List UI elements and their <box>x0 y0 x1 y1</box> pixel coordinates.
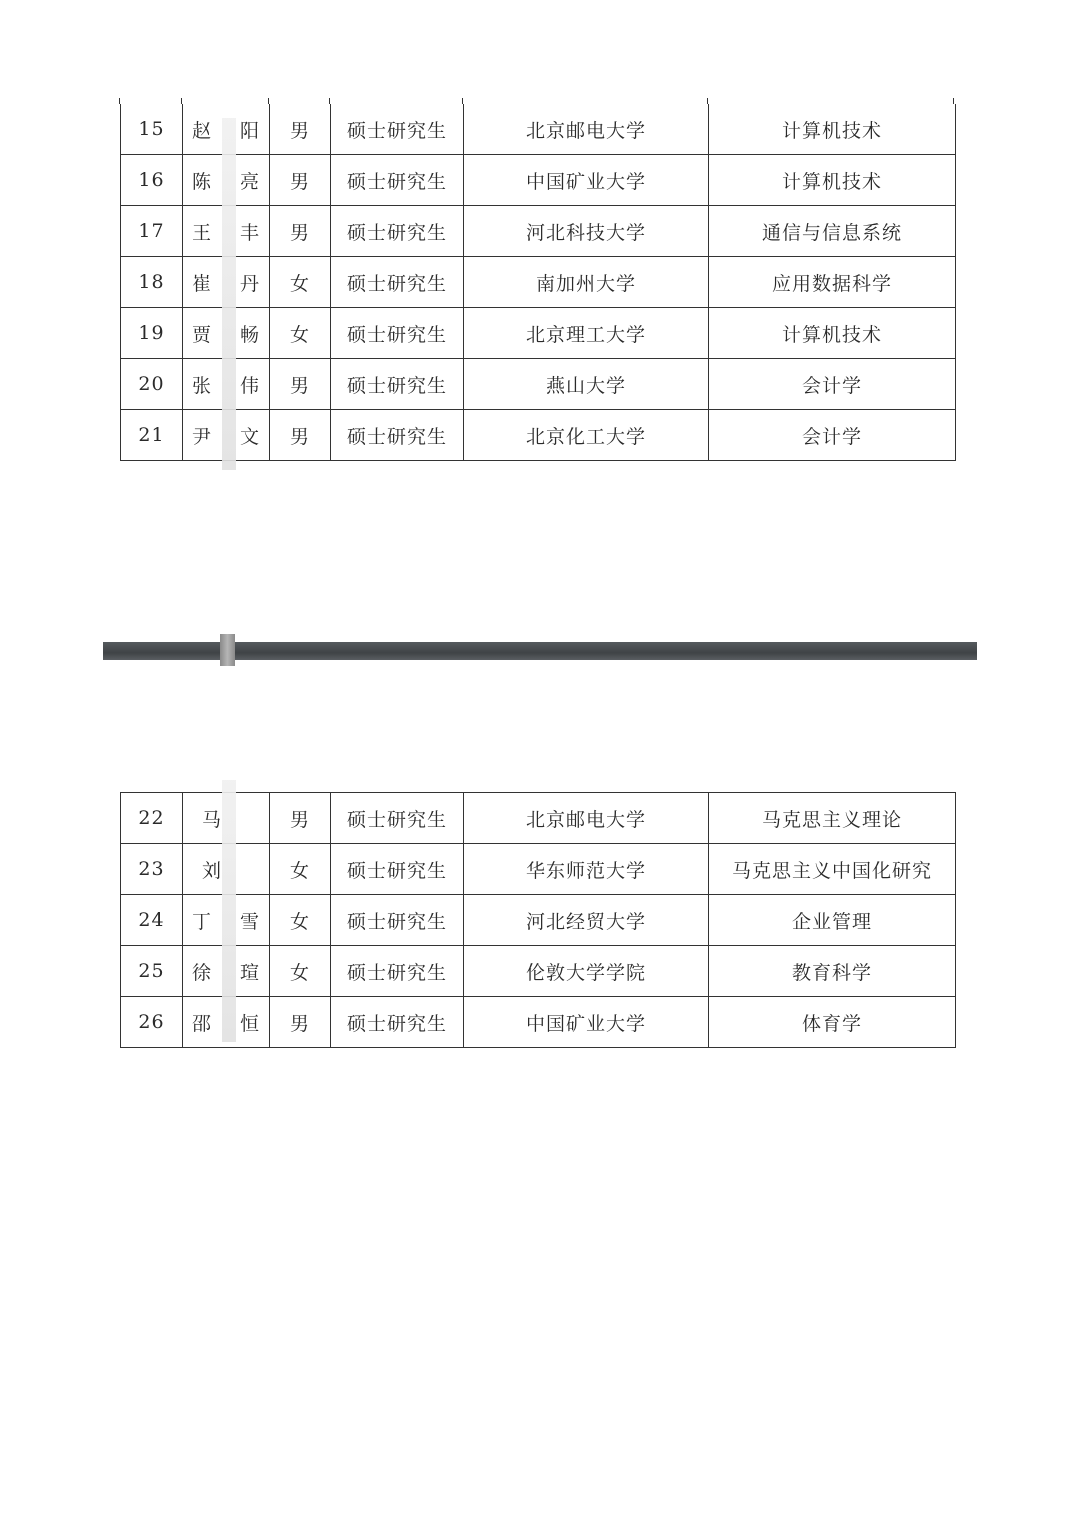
name-given: 丰 <box>240 221 261 244</box>
row-number-cell: 26 <box>121 997 183 1048</box>
row-number-cell: 23 <box>121 844 183 895</box>
row-number-cell: 16 <box>121 155 183 206</box>
name-given: 文 <box>240 425 261 448</box>
page-divider-handle[interactable] <box>220 634 235 666</box>
major-cell: 会计学 <box>709 410 956 461</box>
table-edge-tick <box>953 98 954 104</box>
row-number-cell: 15 <box>121 104 183 155</box>
table-row <box>121 793 956 844</box>
major-cell: 体育学 <box>709 997 956 1048</box>
candidate-table <box>120 792 956 1048</box>
table-row <box>121 308 956 359</box>
table-edge-tick <box>329 98 330 104</box>
gender-cell: 女 <box>270 257 331 308</box>
name-surname: 张 <box>191 374 212 397</box>
candidate-table-page-2 <box>120 792 955 1048</box>
name-given: 亮 <box>240 170 261 193</box>
major-cell: 马克思主义理论 <box>709 793 956 844</box>
gender-cell: 男 <box>270 206 331 257</box>
degree-cell: 硕士研究生 <box>331 206 464 257</box>
table-body <box>121 104 956 461</box>
major-cell: 马克思主义中国化研究 <box>709 844 956 895</box>
name-surname: 刘 <box>201 859 222 882</box>
table-body <box>121 793 956 1048</box>
major-cell: 计算机技术 <box>709 308 956 359</box>
gender-cell: 女 <box>270 308 331 359</box>
name-redaction-mosaic <box>222 118 236 470</box>
gender-cell: 男 <box>270 104 331 155</box>
major-cell: 企业管理 <box>709 895 956 946</box>
name-given: 伟 <box>240 374 261 397</box>
table-row <box>121 410 956 461</box>
major-cell: 会计学 <box>709 359 956 410</box>
table-row <box>121 997 956 1048</box>
degree-cell: 硕士研究生 <box>331 895 464 946</box>
major-cell: 计算机技术 <box>709 104 956 155</box>
name-given: 雪 <box>240 910 261 933</box>
gender-cell: 男 <box>270 793 331 844</box>
row-number-cell: 25 <box>121 946 183 997</box>
major-cell: 教育科学 <box>709 946 956 997</box>
name-surname: 马 <box>201 808 222 831</box>
school-cell: 北京化工大学 <box>464 410 709 461</box>
row-number-cell: 19 <box>121 308 183 359</box>
gender-cell: 男 <box>270 155 331 206</box>
name-surname: 王 <box>191 221 212 244</box>
table-row <box>121 155 956 206</box>
gender-cell: 男 <box>270 997 331 1048</box>
candidate-table <box>120 104 956 461</box>
gender-cell: 男 <box>270 359 331 410</box>
table-row <box>121 257 956 308</box>
school-cell: 中国矿业大学 <box>464 155 709 206</box>
major-cell: 通信与信息系统 <box>709 206 956 257</box>
school-cell: 华东师范大学 <box>464 844 709 895</box>
degree-cell: 硕士研究生 <box>331 793 464 844</box>
degree-cell: 硕士研究生 <box>331 155 464 206</box>
school-cell: 北京邮电大学 <box>464 793 709 844</box>
name-surname: 邵 <box>191 1012 212 1035</box>
name-surname: 陈 <box>191 170 212 193</box>
major-cell: 应用数据科学 <box>709 257 956 308</box>
name-given: 恒 <box>240 1012 261 1035</box>
name-given: 阳 <box>240 119 261 142</box>
gender-cell: 女 <box>270 895 331 946</box>
name-given: 瑄 <box>240 961 261 984</box>
name-surname: 徐 <box>191 961 212 984</box>
name-redaction-mosaic <box>222 780 236 1042</box>
name-surname: 贾 <box>191 323 212 346</box>
row-number-cell: 22 <box>121 793 183 844</box>
row-number-cell: 18 <box>121 257 183 308</box>
school-cell: 中国矿业大学 <box>464 997 709 1048</box>
school-cell: 北京邮电大学 <box>464 104 709 155</box>
degree-cell: 硕士研究生 <box>331 257 464 308</box>
table-edge-tick <box>462 98 463 104</box>
gender-cell: 女 <box>270 946 331 997</box>
name-given: 畅 <box>240 323 261 346</box>
name-surname: 崔 <box>191 272 212 295</box>
school-cell: 河北经贸大学 <box>464 895 709 946</box>
name-surname: 丁 <box>191 910 212 933</box>
table-row <box>121 895 956 946</box>
degree-cell: 硕士研究生 <box>331 844 464 895</box>
school-cell: 河北科技大学 <box>464 206 709 257</box>
gender-cell: 男 <box>270 410 331 461</box>
table-row <box>121 104 956 155</box>
degree-cell: 硕士研究生 <box>331 410 464 461</box>
row-number-cell: 20 <box>121 359 183 410</box>
table-row <box>121 946 956 997</box>
school-cell: 燕山大学 <box>464 359 709 410</box>
candidate-table-page-1 <box>120 104 955 461</box>
degree-cell: 硕士研究生 <box>331 946 464 997</box>
gender-cell: 女 <box>270 844 331 895</box>
degree-cell: 硕士研究生 <box>331 308 464 359</box>
table-row <box>121 359 956 410</box>
major-cell: 计算机技术 <box>709 155 956 206</box>
school-cell: 北京理工大学 <box>464 308 709 359</box>
name-given: 丹 <box>240 272 261 295</box>
table-row <box>121 844 956 895</box>
row-number-cell: 17 <box>121 206 183 257</box>
row-number-cell: 24 <box>121 895 183 946</box>
degree-cell: 硕士研究生 <box>331 104 464 155</box>
table-edge-tick <box>707 98 708 104</box>
degree-cell: 硕士研究生 <box>331 359 464 410</box>
name-surname: 赵 <box>191 119 212 142</box>
row-number-cell: 21 <box>121 410 183 461</box>
school-cell: 南加州大学 <box>464 257 709 308</box>
degree-cell: 硕士研究生 <box>331 997 464 1048</box>
table-edge-tick <box>119 98 120 104</box>
name-surname: 尹 <box>191 425 212 448</box>
table-row <box>121 206 956 257</box>
school-cell: 伦敦大学学院 <box>464 946 709 997</box>
